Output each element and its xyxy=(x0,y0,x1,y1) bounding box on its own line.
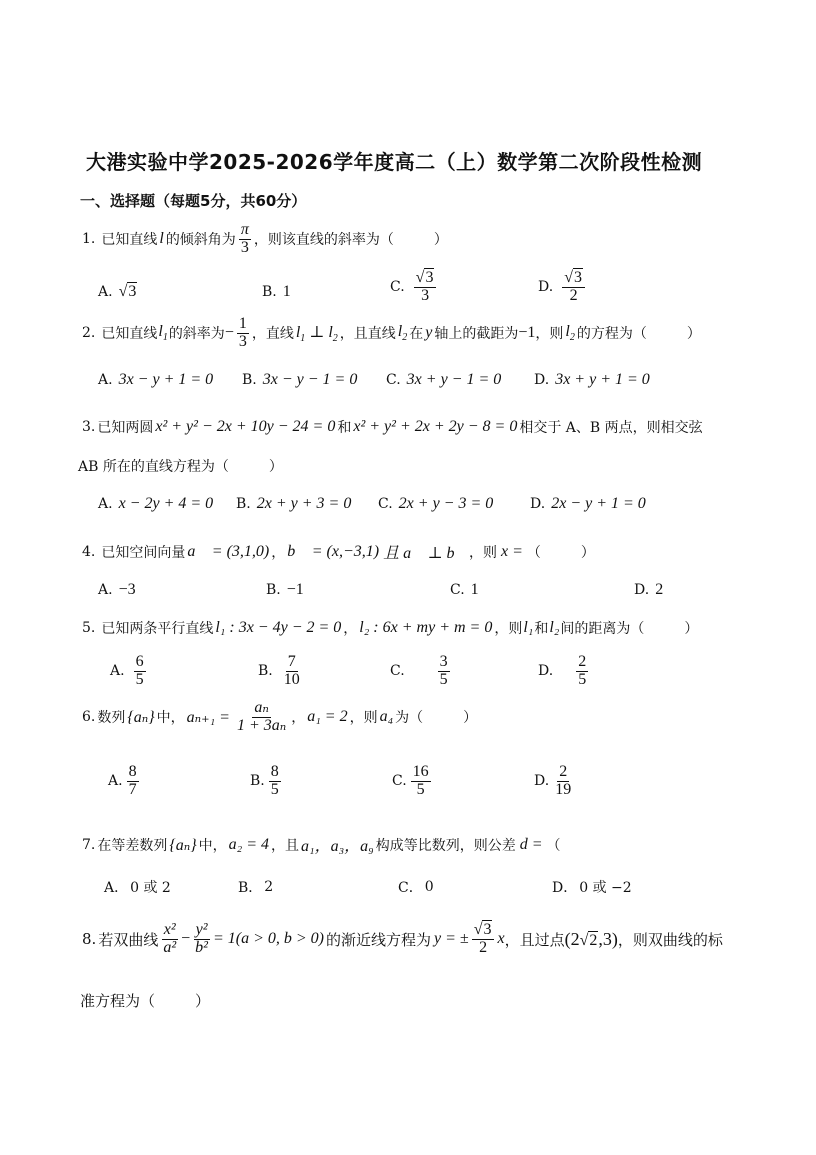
q2-option-c[interactable]: C. 3x + y − 1 = 0 xyxy=(386,371,502,388)
question-number: 6. xyxy=(82,709,96,726)
question-5: 5. 已知两条平行直线 l₁ : 3x − 4y − 2 = 0 ， l₂ : 6x + my + m = 0 ，则 l₁ 和 l₂ 间的距离为（ ） xyxy=(82,619,699,637)
section-heading: 一、选择题（每题5分，共60分） xyxy=(80,192,307,210)
q1-option-b[interactable]: B. 1 xyxy=(262,283,291,300)
q3-option-b[interactable]: B. 2x + y + 3 = 0 xyxy=(236,495,352,512)
q5-option-c[interactable]: C. $\frac{3}{5}$ xyxy=(390,653,448,688)
q1-option-d[interactable]: D. $\frac{√3}{2}$ xyxy=(538,270,588,305)
q1-option-a[interactable]: A. √3 xyxy=(98,283,137,300)
q6-option-d[interactable]: D. $\frac{2}{19}$ xyxy=(534,763,572,798)
question-number: 5. xyxy=(82,620,96,636)
question-number: 8. xyxy=(82,930,97,949)
question-7: 7. 在等差数列 {aₙ} 中， a₂ = 4 ，且 a₁，a₃，a₉ 构成等比数列，则公差 d = （ xyxy=(82,835,561,855)
question-3-cont: AB 所在的直线方程为（ ） xyxy=(78,459,283,475)
question-8: 8. 若双曲线 $\frac{\text{x²}}{\text{a²}}$ − $\frac{\text{y²}}{\text{b²}}$ = 1(a > 0, b > 0) 的渐近线方程为 y = ± $\frac{√3}{2}$ x ，且过点 (2√2,3) ，则双曲线的标 xyxy=(82,921,723,956)
q3-option-d[interactable]: D. 2x − y + 1 = 0 xyxy=(530,495,646,512)
q6-option-b[interactable]: B. $\frac{8}{5}$ xyxy=(250,763,279,798)
q5-option-a[interactable]: A. $\frac{6}{5}$ xyxy=(110,653,144,688)
q7-option-b[interactable]: B． 2 xyxy=(238,879,274,896)
question-8-cont: 准方程为（ ） xyxy=(80,992,211,1010)
q3-option-a[interactable]: A. x − 2y + 4 = 0 xyxy=(98,495,214,512)
q7-option-c[interactable]: C． 0 xyxy=(398,879,434,896)
question-number: 1. xyxy=(82,231,96,248)
q5-option-b[interactable]: B. $\frac{7}{10}$ xyxy=(258,653,300,688)
question-1: 1. 已知直线 l 的倾斜角为 $\frac{\pi}{3}$ ，则该直线的斜率为（ ） xyxy=(82,221,448,256)
question-2: 2. 已知直线 $l_1$ 的斜率为 − $\frac{1}{3}$ ，直线 $l_1$ ⊥ $l_2$ ，且直线 $l_2$ 在 y 轴上的截距为 −1 ，则 $l_2$ 的方程为（ ） xyxy=(82,315,701,350)
question-number: 2. xyxy=(82,325,96,342)
fraction: $\frac{\pi}{3}$ xyxy=(240,221,249,256)
question-number: 7. xyxy=(82,836,96,853)
q4-option-c[interactable]: C. 1 xyxy=(450,581,479,598)
q4-option-d[interactable]: D. 2 xyxy=(634,581,664,598)
question-3: 3. 已知两圆 x² + y² − 2x + 10y − 24 = 0 和 x² + y² + 2x + 2y − 8 = 0 相交于 A、B 两点，则相交弦 xyxy=(82,418,703,436)
exam-title: 大港实验中学2025-2026学年度高二（上）数学第二次阶段性检测 xyxy=(86,150,703,174)
q6-option-c[interactable]: C. $\frac{16}{5}$ xyxy=(392,763,429,798)
q6-option-a[interactable]: A. $\frac{8}{7}$ xyxy=(108,763,137,798)
question-number: 4. xyxy=(82,543,96,560)
q1-option-c[interactable]: C. $\frac{√3}{3}$ xyxy=(390,270,439,305)
q2-option-d[interactable]: D. 3x + y + 1 = 0 xyxy=(534,371,650,388)
q2-option-b[interactable]: B. 3x − y − 1 = 0 xyxy=(242,371,358,388)
q5-option-d[interactable]: D. $\frac{2}{5}$ xyxy=(538,653,587,688)
q2-option-a[interactable]: A. 3x − y + 1 = 0 xyxy=(98,371,214,388)
q4-option-b[interactable]: B. −1 xyxy=(266,581,304,598)
q4-option-a[interactable]: A. −3 xyxy=(98,581,136,598)
q7-option-a[interactable]: A． 0 或 2 xyxy=(104,880,171,896)
q7-option-d[interactable]: D． 0 或 −2 xyxy=(552,880,632,896)
q3-option-c[interactable]: C. 2x + y − 3 = 0 xyxy=(378,495,494,512)
question-number: 3. xyxy=(82,419,96,435)
question-4: 4. 已知空间向量 a⃗ = (3,1,0) ， b⃗ = (x,−3,1) 且 a⃗ ⊥ b⃗ ，则 x = （ ） xyxy=(82,542,595,562)
question-6: 6. 数列 {aₙ} 中， aₙ₊₁ = $\frac{\text{aₙ}}{\text{1 + 3aₙ}}$ ， a₁ = 2 ，则 a₄ 为（ ） xyxy=(82,699,478,734)
